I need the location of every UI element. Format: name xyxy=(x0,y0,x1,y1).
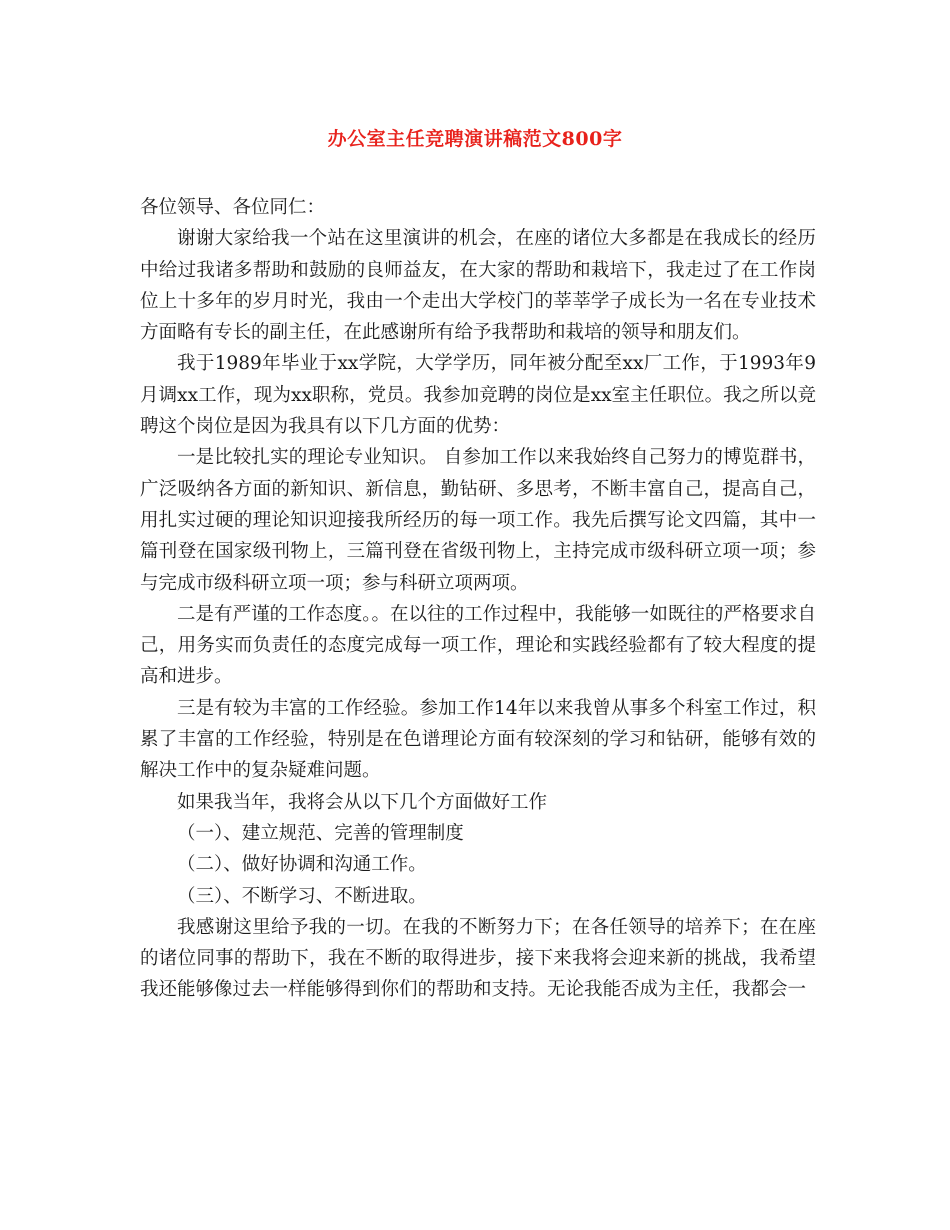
salutation: 各位领导、各位同仁： xyxy=(140,197,326,218)
paragraph-strength-attitude: 二是有严谨的工作态度。。在以往的工作过程中，我能够一如既往的严格要求自己，用务实而负责任的态度完成每一项工作，理论和实践经验都有了较大程度的提高和进步。 xyxy=(140,603,816,688)
list-item: （二）、做好协调和沟通工作。 xyxy=(177,854,427,876)
list-item: （一）、建立规范、完善的管理制度 xyxy=(177,822,464,844)
paragraph-thanks: 谢谢大家给我一个站在这里演讲的机会，在座的诸位大多都是在我成长的经历中给过我诸多帮助和鼓励的良师益友，在大家的帮助和栽培下，我走过了在工作岗位上十多年的岁月时光，我由一个走出大学校门的莘莘学子成长为一名在专业技术方面略有专长的副主任，在此感谢所有给予我帮助和栽培的领导和朋友们。 xyxy=(140,228,816,344)
paragraph-strength-theory: 一是比较扎实的理论专业知识。 自参加工作以来我始终自己努力的博览群书，广泛吸纳各方面的新知识、新信息，勤钻研、多思考，不断丰富自己，提高自己，用扎实过硬的理论知识迎接我所经历的每一项工作。我先后撰写论文四篇，其中一篇刊登在国家级刊物上，三篇刊登在省级刊物上，主持完成市级科研立项一项；参与完成市级科研立项一项；参与科研立项两项。 xyxy=(140,447,816,594)
document-title: 办公室主任竞聘演讲稿范文800字 xyxy=(327,128,623,150)
paragraph-strength-experience: 三是有较为丰富的工作经验。参加工作14年以来我曾从事多个科室工作过，积累了丰富的工作经验，特别是在色谱理论方面有较深刻的学习和钻研，能够有效的解决工作中的复杂疑难问题。 xyxy=(140,697,816,782)
paragraph-plan-intro: 如果我当年，我将会从以下几个方面做好工作 xyxy=(177,791,548,813)
paragraph-background: 我于1989年毕业于xx学院，大学学历，同年被分配至xx厂工作，于1993年9月调xx工作，现为xx职称，党员。我参加竞聘的岗位是xx室主任职位。我之所以竞聘这个岗位是因为我具有以下几方面的优势： xyxy=(140,353,816,438)
document-body xyxy=(140,192,816,1006)
list-item: （三）、不断学习、不断进取。 xyxy=(177,885,427,907)
paragraph-closing: 我感谢这里给予我的一切。在我的不断努力下；在各任领导的培养下；在在座的诸位同事的帮助下，我在不断的取得进步，接下来我将会迎来新的挑战，我希望我还能够像过去一样能够得到你们的帮助和支持。无论我能否成为主任，我都会一 xyxy=(140,916,816,1001)
